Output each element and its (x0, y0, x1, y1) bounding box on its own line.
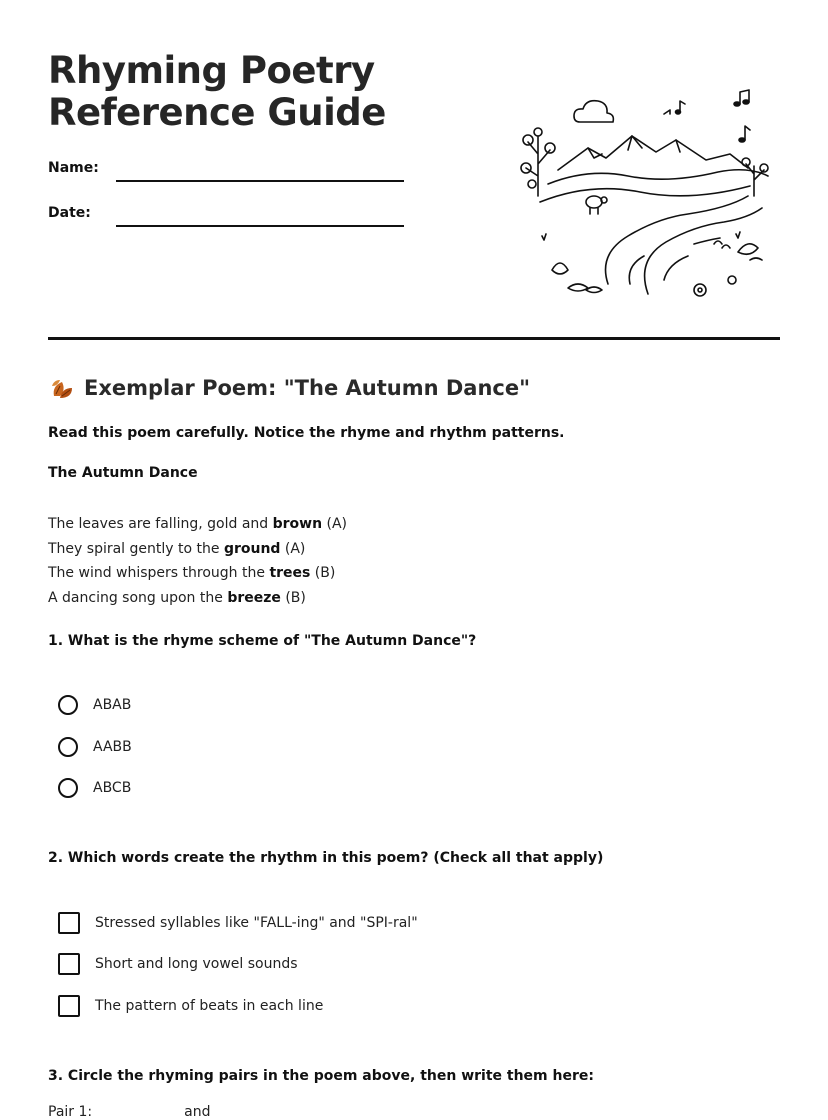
option-label: Stressed syllables like "FALL-ing" and "SPI-ral" (95, 915, 418, 931)
pair-label: Pair 1: (48, 1104, 93, 1120)
option-label: ABAB (93, 697, 132, 713)
poem-line: They spiral gently to the ground (A) (48, 540, 306, 557)
date-label: Date: (48, 205, 91, 221)
poem-title: The Autumn Dance (48, 465, 198, 481)
radio-button[interactable] (58, 778, 78, 798)
q2-option-beat-pattern[interactable] (58, 995, 323, 1017)
falling-leaves-icon (48, 374, 76, 402)
poem-line: The leaves are falling, gold and brown (A) (48, 516, 348, 532)
cloud-icon (574, 101, 613, 122)
poem-line: The wind whispers through the trees (B) (48, 565, 336, 582)
question-1: 1. What is the rhyme scheme of "The Autumn Dance"? (48, 633, 477, 649)
landscape-illustration (518, 84, 778, 304)
section-divider (48, 337, 780, 340)
tree-icon (521, 128, 768, 196)
q1-option-abcb[interactable] (58, 778, 131, 798)
name-field[interactable] (116, 180, 404, 182)
q1-option-aabb[interactable] (58, 737, 132, 757)
title-line-1: Rhyming Poetry (48, 49, 375, 92)
music-note-icon (664, 90, 750, 142)
radio-button[interactable] (58, 695, 78, 715)
checkbox[interactable] (58, 995, 80, 1017)
q1-option-abab[interactable] (58, 695, 131, 715)
poem-instruction: Read this poem carefully. Notice the rhyme and rhythm patterns. (48, 425, 565, 441)
section-title-text: Exemplar Poem: "The Autumn Dance" (84, 376, 531, 400)
q2-option-vowel-sounds[interactable] (58, 953, 298, 975)
mountains-icon (540, 136, 768, 202)
option-label: Short and long vowel sounds (95, 956, 298, 972)
title-line-2: Reference Guide (48, 91, 386, 134)
flowers-icon (542, 232, 762, 296)
name-label: Name: (48, 160, 99, 176)
checkbox[interactable] (58, 912, 80, 934)
question-3: 3. Circle the rhyming pairs in the poem above, then write them here: (48, 1068, 594, 1084)
option-label: The pattern of beats in each line (95, 998, 324, 1014)
poem-line: A dancing song upon the breeze (B) (48, 590, 306, 607)
sheep-icon (586, 196, 607, 214)
question-2: 2. Which words create the rhythm in this poem? (Check all that apply) (48, 850, 604, 866)
option-label: ABCB (93, 780, 132, 796)
checkbox[interactable] (58, 953, 80, 975)
date-field[interactable] (116, 225, 404, 227)
q2-option-stressed-syllables[interactable] (58, 912, 418, 934)
radio-button[interactable] (58, 737, 78, 757)
option-label: AABB (93, 739, 132, 755)
poem-body (48, 512, 347, 611)
section-title (48, 374, 530, 402)
river-icon (606, 196, 763, 294)
and-label: and (184, 1104, 211, 1120)
worksheet-title (48, 50, 386, 134)
